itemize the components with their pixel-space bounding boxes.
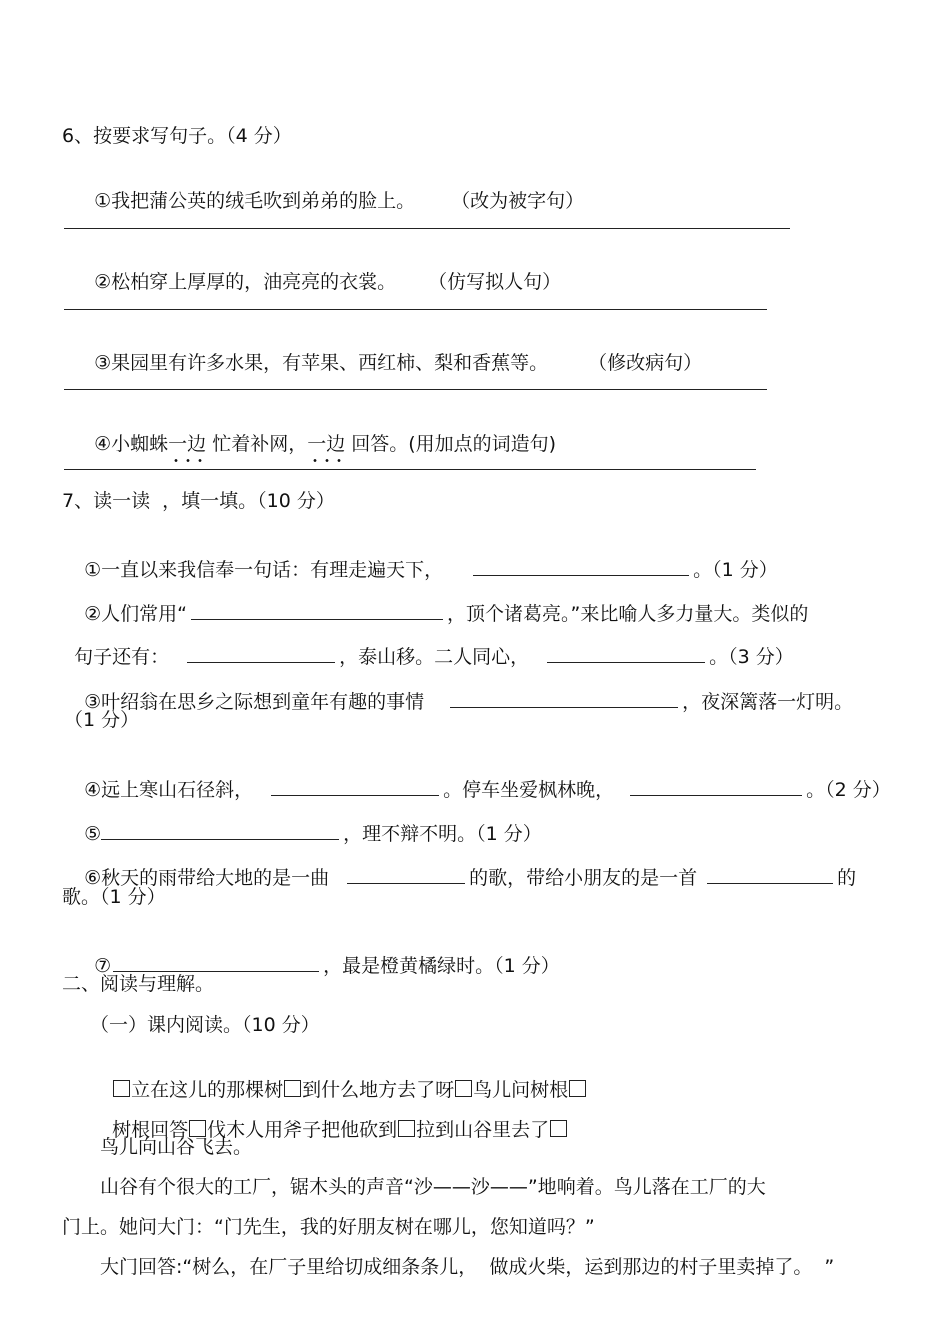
q7-item-7-a: ⑦ (94, 955, 112, 977)
q7-item-2-cont (62, 620, 794, 669)
reading-line-4: 山谷有个很大的工厂，锯木头的声音“沙——沙——”地响着。鸟儿落在工厂的大 (100, 1176, 766, 1198)
q6-item-2-note: （仿写拟人句） (428, 271, 562, 293)
reading-text: 拉到山谷里去了 (416, 1119, 550, 1141)
q7-item-4-c: 。（2 分） (806, 779, 891, 801)
part2-heading: 二、阅读与理解。 (62, 973, 215, 995)
q7-item-5 (72, 797, 542, 846)
answer-line-1[interactable] (64, 228, 790, 229)
q6-item-4-c: 忙着补网， (206, 433, 308, 455)
q7-item-2-cont-b: ，泰山移。二人同心， (339, 646, 530, 668)
q7-item-1-b: 。（1 分） (693, 559, 778, 581)
part2-subheading: （一）课内阅读。（10 分） (90, 1014, 320, 1036)
dotted-word-1: 一边 (168, 433, 207, 455)
q7-item-6-a: ⑥秋天的雨带给大地的是一曲 (84, 867, 330, 889)
q7-item-2 (72, 577, 808, 626)
fill-blank-2[interactable] (191, 601, 443, 620)
reading-line-5: 门上。她问大门：“门先生，我的好朋友树在哪儿，您知道吗？” (62, 1216, 595, 1238)
q7-item-6-b: 的歌，带给小朋友的是一首 (469, 867, 698, 889)
q6-item-4 (82, 408, 556, 456)
q7-item-1-a: ①一直以来我信奉一句话：有理走遍天下， (84, 559, 444, 581)
fill-blank-3[interactable] (187, 644, 335, 663)
q6-heading: 6、按要求写句子。（4 分） (62, 125, 292, 147)
fill-blank-4[interactable] (547, 644, 705, 663)
q6-item-1-text: ①我把蒲公英的绒毛吹到弟弟的脸上。 (94, 190, 416, 212)
q7-item-6-c: 的 (837, 867, 857, 889)
q7-item-4 (72, 753, 891, 802)
q6-item-3 (82, 327, 702, 375)
reading-text: 立在这儿的那棵树 (131, 1079, 284, 1101)
q7-item-4-a: ④远上寒山石径斜， (84, 779, 254, 801)
q7-item-1 (72, 533, 778, 582)
fill-blank-8[interactable] (101, 821, 339, 840)
dotted-word-2: 一边 (307, 433, 346, 455)
punctuation-box[interactable] (569, 1080, 586, 1097)
reading-text: 到什么地方去了呀 (302, 1079, 455, 1101)
q7-item-3-b: ，夜深篱落一灯明。 (682, 691, 854, 713)
q7-item-3-a: ③叶绍翁在思乡之际想到童年有趣的事情 (84, 691, 425, 713)
punctuation-box[interactable] (550, 1120, 567, 1137)
q7-item-6-cont: 歌。（1 分） (62, 886, 166, 908)
q6-item-4-e: 回答。(用加点的词造句) (345, 433, 557, 455)
q6-item-4-a: ④小蜘蛛 (94, 433, 169, 455)
q7-item-3 (72, 665, 853, 714)
q7-item-2-cont-a: 句子还有： (74, 646, 170, 668)
fill-blank-7[interactable] (630, 777, 802, 796)
fill-blank-6[interactable] (271, 777, 439, 796)
punctuation-box[interactable] (398, 1120, 415, 1137)
reading-text: 树根回答 (112, 1119, 189, 1141)
fill-blank-5[interactable] (450, 689, 678, 708)
q6-item-1 (82, 165, 584, 213)
q7-item-2-cont-c: 。（3 分） (709, 646, 794, 668)
q6-item-3-note: （修改病句） (588, 352, 703, 374)
reading-line-3: 鸟儿向山谷飞去。 (100, 1136, 253, 1158)
q7-heading: 7、读一读 ，填一填。（10 分） (62, 490, 335, 512)
fill-blank-1[interactable] (473, 557, 689, 576)
fill-blank-9[interactable] (347, 865, 465, 884)
fill-blank-10[interactable] (707, 865, 833, 884)
q7-item-2-b: ，顶个诸葛亮。”来比喻人多力量大。类似的 (446, 603, 809, 625)
q7-item-5-b: ，理不辩不明。（1 分） (343, 823, 542, 845)
reading-text: 伐木人用斧子把他砍到 (207, 1119, 398, 1141)
fill-blank-11[interactable] (113, 953, 319, 972)
q7-item-7 (82, 929, 560, 978)
q7-item-7-b: ，最是橙黄橘绿时。（1 分） (323, 955, 560, 977)
q6-item-1-note: （改为被字句） (451, 190, 585, 212)
q6-item-3-text: ③果园里有许多水果，有苹果、西红柿、梨和香蕉等。 (94, 352, 549, 374)
reading-text: 鸟儿问树根 (473, 1079, 569, 1101)
answer-line-2[interactable] (64, 309, 767, 310)
answer-line-4[interactable] (64, 469, 756, 470)
q6-item-2 (82, 246, 561, 294)
q7-item-6 (72, 841, 856, 890)
q7-item-3-score: （1 分） (64, 709, 140, 731)
q7-item-5-a: ⑤ (84, 823, 102, 845)
reading-line-6: 大门回答:“树么，在厂子里给切成细条条儿， 做成火柴，运到那边的村子里卖掉了。 ” (100, 1256, 835, 1278)
q7-item-4-b: 。停车坐爱枫林晚， (443, 779, 615, 801)
answer-line-3[interactable] (64, 389, 767, 390)
q6-item-2-text: ②松柏穿上厚厚的，油亮亮的衣裳。 (94, 271, 397, 293)
q7-item-2-a: ②人们常用“ (84, 603, 187, 625)
